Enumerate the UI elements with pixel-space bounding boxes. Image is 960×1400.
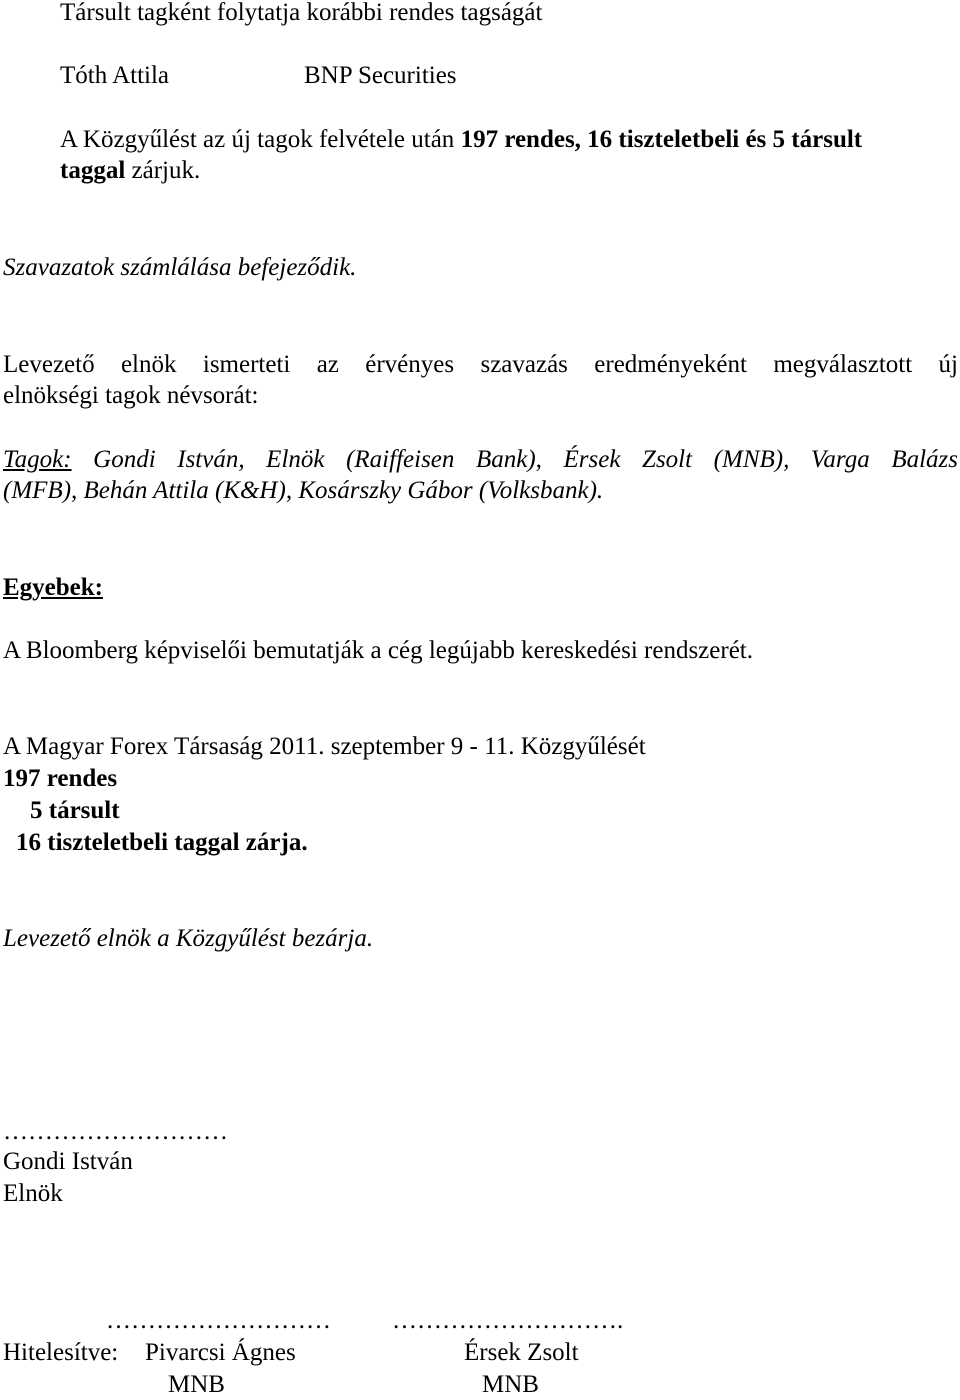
vote-count-note: Szavazatok számlálása befejeződik. <box>3 254 357 281</box>
members-line1 <box>3 445 958 475</box>
election-line2: elnökségi tagok névsorát: <box>3 382 259 409</box>
witness2-org: MNB <box>482 1371 539 1398</box>
other-heading: Egyebek: <box>3 574 103 601</box>
authenticated-label: Hitelesítve: <box>3 1339 119 1366</box>
forex-associate-count: 5 társult <box>30 797 120 824</box>
closing-summary-line1 <box>60 125 862 155</box>
members-label: Tagok: <box>3 446 72 473</box>
members-line2: (MFB), Behán Attila (K&H), Kosárszky Gábor (Volksbank). <box>3 477 604 504</box>
chair-name: Gondi István <box>3 1148 133 1175</box>
forex-regular-count: 197 rendes <box>3 765 118 792</box>
closing-summary-prefix: A Közgyűlést az új tagok felvétele után <box>60 126 455 153</box>
members-list-part1: Gondi István, Elnök (Raiffeisen Bank), Érsek Zsolt (MNB), Varga Balázs <box>93 446 959 473</box>
forex-closing-line1: A Magyar Forex Társaság 2011. szeptember 9 - 11. Közgyűlését <box>3 733 646 760</box>
member-company: BNP Securities <box>304 62 457 89</box>
closing-summary-counts: 197 rendes, 16 tiszteletbeli és 5 társult <box>460 126 863 153</box>
chair-signature-dots: ……………………… <box>3 1118 228 1145</box>
bloomberg-note: A Bloomberg képviselői bemutatják a cég legújabb kereskedési rendszerét. <box>3 637 753 664</box>
membership-heading: Társult tagként folytatja korábbi rendes tagságát <box>60 0 543 26</box>
election-line1: Levezető elnök ismerteti az érvényes szavazás eredményeként megválasztott új <box>3 351 958 378</box>
witness1-org: MNB <box>168 1371 225 1398</box>
witness2-name: Érsek Zsolt <box>464 1339 579 1366</box>
forex-honorary-count: 16 tiszteletbeli taggal zárja. <box>16 829 308 856</box>
witness1-name: Pivarcsi Ágnes <box>145 1339 296 1366</box>
member-name: Tóth Attila <box>60 62 170 89</box>
witness2-signature-dots: ………………………. <box>392 1307 624 1334</box>
chair-closes-note: Levezető elnök a Közgyűlést bezárja. <box>3 925 374 952</box>
closing-summary-taggal: taggal <box>60 157 126 184</box>
chair-title: Elnök <box>3 1180 63 1207</box>
closing-summary-suffix: zárjuk. <box>131 157 201 184</box>
closing-summary-line2 <box>60 156 200 186</box>
witness1-signature-dots: ……………………… <box>106 1307 331 1334</box>
